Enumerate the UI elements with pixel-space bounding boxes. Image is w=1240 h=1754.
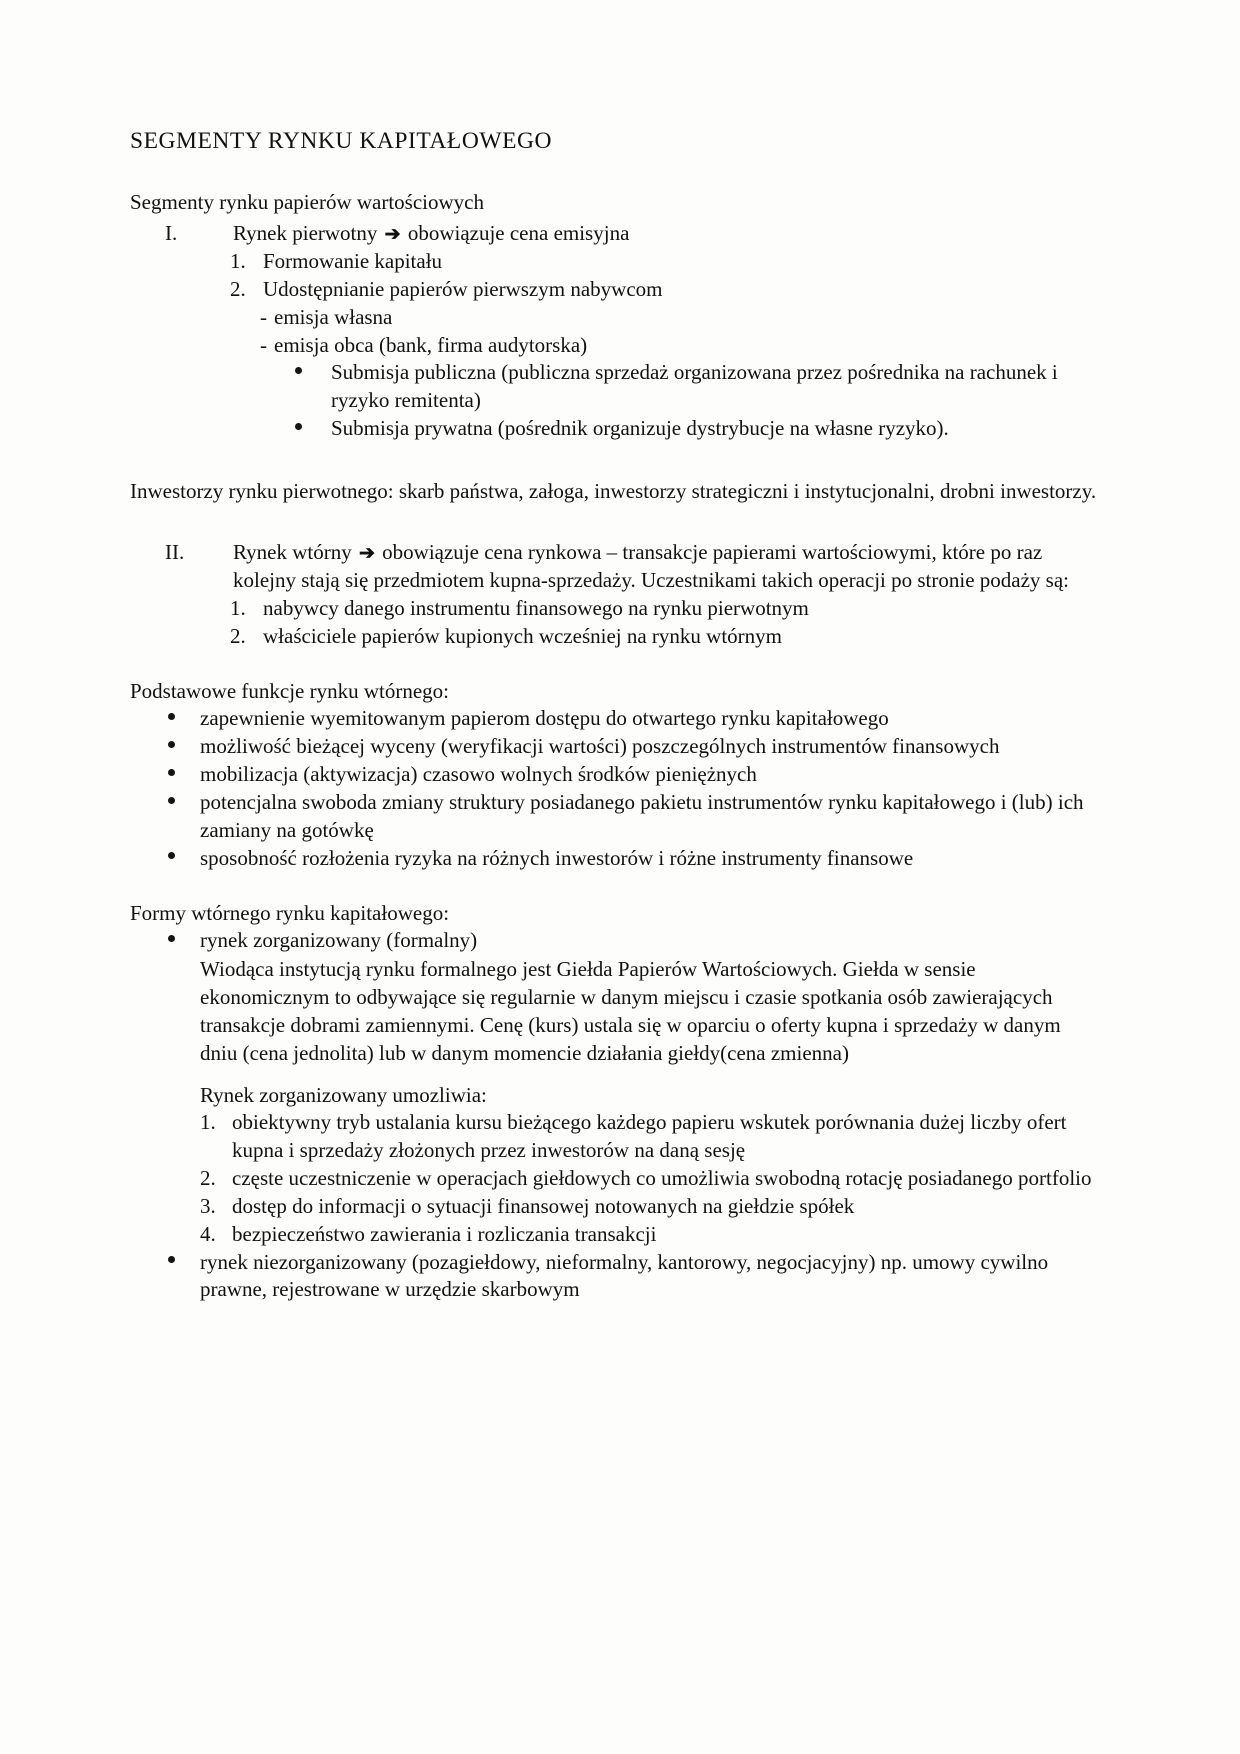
bullet-icon	[168, 789, 200, 817]
investors-paragraph: Inwestorzy rynku pierwotnego: skarb państwa, załoga, inwestorzy strategiczni i instytucjonalni, drobni inwestorzy.	[130, 479, 1097, 504]
list-item-label: dostęp do informacji o sytuacji finansowej notowanych na giełdzie spółek	[232, 1193, 855, 1218]
list-item-label: rynek zorganizowany (formalny)	[200, 927, 478, 952]
list-item	[130, 623, 1100, 651]
list-item-label: sposobność rozłożenia ryzyka na różnych inwestorów i różne instrumenty finansowe	[200, 845, 914, 870]
list-item-label: rynek niezorganizowany (pozagiełdowy, nieformalny, kantorowy, negocjacyjny) np. umowy cywilno prawne, rejestrowane w urzędzie skarbowym	[200, 1249, 1049, 1302]
section-primary-heading-text	[233, 220, 1100, 248]
bullet-icon	[168, 733, 200, 761]
bullet-icon	[168, 705, 200, 733]
list-item-label: Formowanie kapitału	[263, 248, 443, 273]
decimal-marker: 2.	[200, 1165, 216, 1190]
section-secondary-heading-text	[233, 539, 1100, 595]
roman-marker-i: I.	[165, 220, 178, 245]
list-item	[130, 1193, 1100, 1221]
organized-market-paragraph: Wiodąca instytucją rynku formalnego jest Giełda Papierów Wartościowych. Giełda w sensie ekonomicznym to odbywające się regularnie w danym miejscu i czasie spotkania osób zawierających transakcje dobrami zamiennymi. Cenę (kurs) ustala się w oparciu o oferty kupna i sprzedaży w danym dniu (cena jednolita) lub w danym momencie działania giełdy(cena zmienna)	[200, 956, 1061, 1065]
decimal-marker: 1.	[230, 596, 246, 621]
list-item	[130, 845, 1100, 873]
list-item-label: Submisja publiczna (publiczna sprzedaż organizowana przez pośrednika na rachunek i ryzyko remitenta)	[331, 360, 1058, 413]
roman-marker-ii: II.	[165, 540, 185, 565]
list-item	[130, 1221, 1100, 1249]
list-item-label: zapewnienie wyemitowanym papierom dostępu do otwartego rynku kapitałowego	[200, 706, 889, 731]
bullet-icon	[168, 927, 200, 955]
list-item	[130, 1165, 1100, 1193]
list-item-label: właściciele papierów kupionych wcześniej na rynku wtórnym	[263, 624, 783, 649]
list-item	[130, 304, 1100, 332]
section-primary-subtitle: obowiązuje cena emisyjna	[407, 220, 630, 245]
dash-marker: -	[260, 332, 267, 357]
dash-marker: -	[260, 304, 267, 329]
list-item-label: emisja własna	[274, 304, 393, 329]
lead-heading: Segmenty rynku papierów wartościowych	[130, 190, 484, 214]
list-item-label: obiektywny tryb ustalania kursu bieżącego każdego papieru wskutek porównania dużej liczby ofert kupna i sprzedaży złożonych przez inwestorów na daną sesję	[232, 1109, 1067, 1162]
list-item	[130, 927, 1100, 955]
list-item	[130, 1109, 1100, 1165]
functions-heading: Podstawowe funkcje rynku wtórnego:	[130, 679, 450, 704]
list-item-label: emisja obca (bank, firma audytorska)	[274, 332, 588, 357]
list-item	[130, 415, 1100, 443]
section-secondary-title: Rynek wtórny	[233, 540, 352, 565]
decimal-marker: 2.	[230, 624, 246, 649]
section-primary-title: Rynek pierwotny	[233, 220, 378, 245]
list-item	[130, 276, 1100, 304]
section-primary-heading	[130, 220, 1100, 248]
forms-heading: Formy wtórnego rynku kapitałowego:	[130, 900, 450, 925]
arrow-icon: ➔	[358, 543, 375, 565]
list-item-label: nabywcy danego instrumentu finansowego na rynku pierwotnym	[263, 596, 809, 621]
decimal-marker: 3.	[200, 1193, 216, 1218]
list-item	[130, 1249, 1100, 1305]
list-item-label: możliwość bieżącej wyceny (weryfikacji wartości) poszczególnych instrumentów finansowych	[200, 734, 1000, 759]
list-item-label: Udostępnianie papierów pierwszym nabywcom	[263, 276, 663, 301]
list-item	[130, 595, 1100, 623]
list-item-label: bezpieczeństwo zawierania i rozliczania transakcji	[232, 1221, 657, 1246]
bullet-icon	[295, 359, 331, 387]
list-item	[130, 733, 1100, 761]
bullet-icon	[168, 1249, 200, 1277]
arrow-icon: ➔	[384, 223, 401, 245]
decimal-marker: 2.	[230, 276, 246, 301]
list-item-label: potencjalna swoboda zmiany struktury posiadanego pakietu instrumentów rynku kapitałowego i (lub) ich zamiany na gotówkę	[200, 789, 1084, 842]
list-item	[130, 705, 1100, 733]
list-item-label: częste uczestniczenie w operacjach giełdowych co umożliwia swobodną rotację posiadanego portfolio	[232, 1165, 1092, 1190]
enables-heading: Rynek zorganizowany umozliwia:	[200, 1082, 487, 1107]
list-item-label: mobilizacja (aktywizacja) czasowo wolnych środków pieniężnych	[200, 762, 757, 787]
section-secondary-subtitle: obowiązuje cena rynkowa – transakcje papierami wartościowymi, które po raz kolejny stają się przedmiotem kupna-sprzedaży. Uczestnikami takich operacji po stronie podaży są:	[233, 540, 1070, 593]
bullet-icon	[295, 415, 331, 443]
page-title: SEGMENTY RYNKU KAPITAŁOWEGO	[130, 128, 553, 154]
decimal-marker: 1.	[200, 1109, 216, 1134]
decimal-marker: 4.	[200, 1221, 216, 1246]
list-item	[130, 359, 1100, 415]
bullet-icon	[168, 845, 200, 873]
list-item	[130, 332, 1100, 360]
list-item	[130, 789, 1100, 845]
decimal-marker: 1.	[230, 248, 246, 273]
list-item	[130, 761, 1100, 789]
list-item-label: Submisja prywatna (pośrednik organizuje dystrybucje na własne ryzyko).	[331, 416, 949, 441]
section-secondary-heading	[130, 539, 1100, 595]
bullet-icon	[168, 761, 200, 789]
list-item	[130, 248, 1100, 276]
